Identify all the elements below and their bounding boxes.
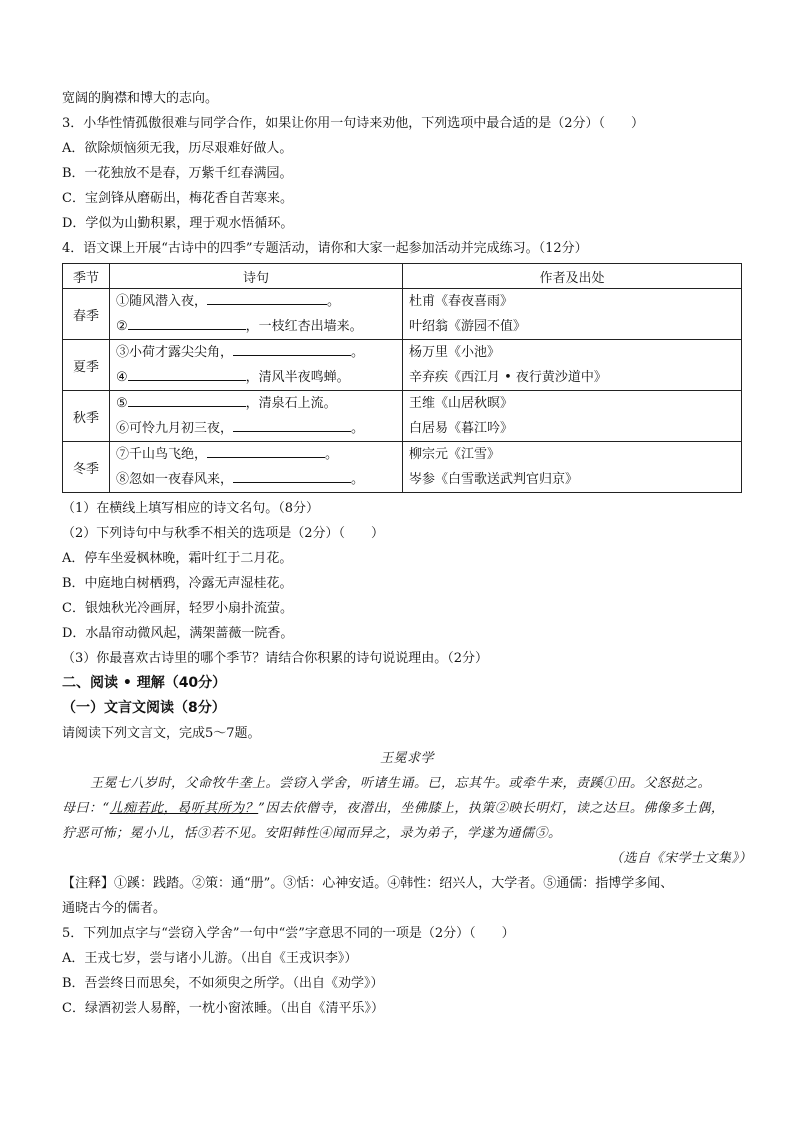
answer-blank[interactable]	[207, 289, 327, 305]
exam-page	[62, 86, 752, 1021]
passage-source: （选自《宋学士文集》）	[609, 851, 752, 866]
notes-line: 【注释】①蹊：践踏。②策：通“册”。③恬：心神安适。④韩性：绍兴人，大学者。⑤通儒：指博学多闻、	[62, 876, 674, 891]
source-text: 岑参《白雪歌送武判官归京》	[409, 472, 579, 487]
answer-blank[interactable]	[233, 467, 351, 483]
answer-blank[interactable]	[233, 340, 351, 356]
table-row-summer	[63, 340, 742, 391]
verse-line	[116, 467, 396, 492]
source-cell	[403, 289, 742, 340]
q4-sub1: （1）在横线上填写相应的诗文名句。（8分）	[62, 501, 320, 516]
verse-text: ⑤	[116, 396, 128, 411]
poem-table-header	[63, 264, 742, 289]
passage-line	[62, 796, 752, 821]
verse-text: ②	[116, 319, 128, 334]
answer-blank[interactable]	[128, 314, 246, 330]
season-cell: 春季	[63, 289, 110, 340]
source-cell	[403, 442, 742, 493]
header-season: 季节	[63, 264, 110, 289]
verse-text: 。	[327, 294, 341, 309]
source-text: 辛弃疾《西江月 • 夜行黄沙道中》	[409, 370, 607, 385]
source-text: 叶绍翁《游园不值》	[409, 319, 527, 334]
q3-option-c: C．宝剑锋从磨砺出，梅花香自苦寒来。	[62, 191, 293, 206]
verse-text: ，清泉石上流。	[245, 396, 337, 411]
q4-sub2-option-b: B．中庭地白树栖鸦，冷露无声湿桂花。	[62, 576, 293, 591]
underlined-sentence: 儿痴若此，曷听其所为？	[109, 801, 259, 816]
passage-title: 王冕求学	[379, 751, 434, 766]
q5-option-b: B．吾尝终日而思矣，不如须臾之所学。（出自《劝学》）	[62, 976, 384, 991]
q5-option-c: C．绿酒初尝人易醉，一枕小窗浓睡。（出自《清平乐》）	[62, 1001, 384, 1016]
verse-text: ⑥可怜九月初三夜，	[116, 421, 234, 436]
verse-text: ⑦千山鸟飞绝，	[116, 447, 208, 462]
verse-line	[116, 340, 396, 365]
q4-question: 4．语文课上开展“古诗中的四季”专题活动，请你和大家一起参加活动并完成练习。（12分）	[62, 241, 588, 256]
verse-line	[116, 442, 396, 467]
verse-line	[116, 365, 396, 390]
q3-option-a: A．欲除烦恼须无我，历尽艰难好做人。	[62, 141, 293, 156]
answer-blank[interactable]	[128, 365, 246, 381]
source-text: 柳宗元《江雪》	[409, 447, 501, 462]
verse-cell	[110, 442, 403, 493]
q4-sub2-option-c: C．银烛秋光冷画屏，轻罗小扇扑流萤。	[62, 601, 293, 616]
verse-text: 。	[351, 421, 365, 436]
source-text: 杨万里《小池》	[409, 345, 501, 360]
verse-text: 。	[325, 447, 339, 462]
intro-tail: 宽阔的胸襟和博大的志向。	[62, 91, 219, 106]
reading-instruction: 请阅读下列文言文，完成5～7题。	[62, 726, 261, 741]
verse-text: ①随风潜入夜，	[116, 294, 208, 309]
source-text: 杜甫《春夜喜雨》	[409, 294, 514, 309]
verse-text: 。	[351, 345, 365, 360]
season-cell: 夏季	[63, 340, 110, 391]
verse-text: ⑧忽如一夜春风来，	[116, 472, 234, 487]
verse-line	[116, 289, 396, 314]
q3-option-b: B．一花独放不是春，万紫千红春满园。	[62, 166, 293, 181]
q5-question: 5．下列加点字与“尝窃入学舍”一句中“尝”字意思不同的一项是（2分）（ ）	[62, 926, 515, 941]
verse-cell	[110, 289, 403, 340]
passage-text: 母曰：“	[62, 801, 110, 816]
q4-sub2-option-a: A．停车坐爱枫林晚，霜叶红于二月花。	[62, 551, 293, 566]
source-cell	[403, 340, 742, 391]
season-cell: 秋季	[63, 391, 110, 442]
section-title: 二、阅读 • 理解（40分）	[62, 675, 227, 691]
q3-option-d: D．学似为山勤积累，理于观水悟循环。	[62, 216, 294, 231]
q3-question: 3．小华性情孤傲很难与同学合作，如果让你用一句诗来劝他，下列选项中最合适的是（2分）（ ）	[62, 116, 645, 131]
subsection-title: （一）文言文阅读（8分）	[62, 700, 226, 716]
q5-option-a: A．王戎七岁，尝与诸小儿游。（出自《王戎识李》）	[62, 951, 358, 966]
verse-line	[116, 416, 396, 441]
verse-text: ，一枝红杏出墙来。	[245, 319, 363, 334]
passage-line: 狞恶可怖；冕小儿，恬③若不见。安阳韩性④闻而异之，录为弟子，学遂为通儒⑤。	[62, 826, 562, 841]
poem-table	[62, 263, 742, 493]
q4-sub2-option-d: D．水晶帘动微风起，满架蔷薇一院香。	[62, 626, 294, 641]
notes-line: 通晓古今的儒者。	[62, 901, 167, 916]
source-text: 白居易《暮江吟》	[409, 421, 514, 436]
verse-text: ④	[116, 370, 128, 385]
verse-cell	[110, 391, 403, 442]
season-cell: 冬季	[63, 442, 110, 493]
verse-cell	[110, 340, 403, 391]
verse-text: 。	[351, 472, 365, 487]
passage-line: 王冕七八岁时，父命牧牛垄上。尝窃入学舍，听诸生诵。已，忘其牛。或牵牛来，责蹊①田。父怒挞之。	[90, 776, 712, 791]
verse-line	[116, 314, 396, 339]
source-cell	[403, 391, 742, 442]
verse-text: ③小荷才露尖尖角，	[116, 345, 234, 360]
header-verse: 诗句	[110, 264, 403, 289]
source-text: 王维《山居秋暝》	[409, 396, 514, 411]
answer-blank[interactable]	[128, 391, 246, 407]
table-row-autumn	[63, 391, 742, 442]
q4-sub3: （3）你最喜欢古诗里的哪个季节？请结合你积累的诗句说说理由。（2分）	[62, 651, 489, 666]
table-row-winter	[63, 442, 742, 493]
q4-sub2: （2）下列诗句中与秋季不相关的选项是（2分）（ ）	[62, 526, 385, 541]
answer-blank[interactable]	[207, 442, 325, 458]
answer-blank[interactable]	[233, 416, 351, 432]
verse-line	[116, 391, 396, 416]
verse-text: ，清风半夜鸣蝉。	[245, 370, 350, 385]
passage-text: ”因去依僧寺，夜潜出，坐佛膝上，执策②映长明灯，读之达旦。佛像多土偶，	[258, 801, 725, 816]
header-source: 作者及出处	[403, 264, 742, 289]
table-row-spring	[63, 289, 742, 340]
